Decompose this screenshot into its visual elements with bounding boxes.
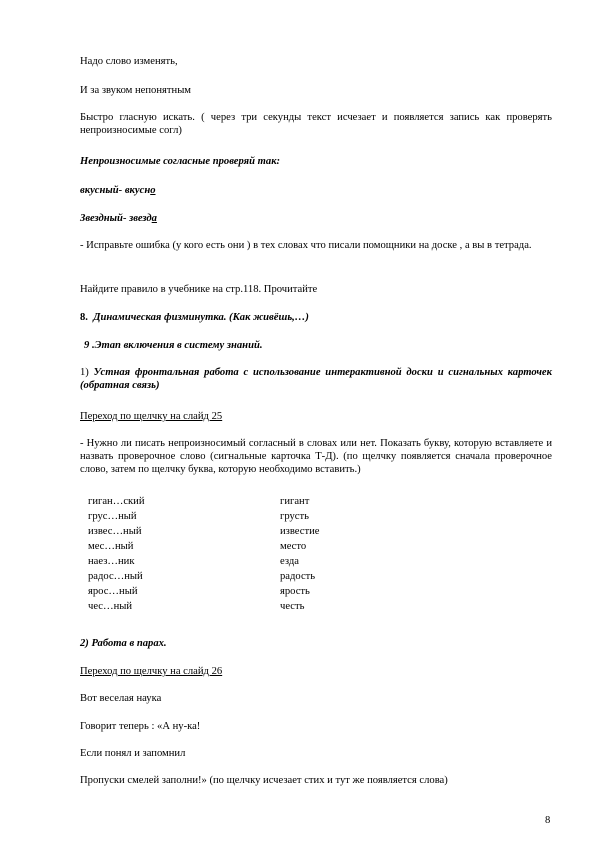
check-word-item: езда bbox=[280, 556, 299, 567]
slide-26-link: Переход по щелчку на слайд 26 bbox=[80, 666, 223, 677]
check-word-item: известие bbox=[280, 526, 320, 537]
task-1-text: Устная фронтальная работа с использование интерактивной доски и сигнальных карточек (обратная связь) bbox=[80, 367, 553, 391]
example-check-letter: о bbox=[150, 185, 156, 196]
poem2-line-1: Вот веселая наука bbox=[80, 693, 162, 704]
section-9-heading: 9 .Этап включения в систему знаний. bbox=[84, 340, 263, 351]
example-check-letter: а bbox=[151, 213, 157, 224]
word-item: грус…ный bbox=[88, 511, 137, 522]
example-word: вкусный bbox=[80, 185, 119, 196]
example-check: - вкусн bbox=[118, 185, 151, 196]
poem-line-2: И за звуком непонятным bbox=[80, 85, 192, 96]
check-word-item: грусть bbox=[280, 511, 309, 522]
task-2-heading: 2) Работа в парах. bbox=[80, 638, 167, 649]
poem2-line-3: Если понял и запомнил bbox=[80, 748, 186, 759]
poem2-line-4: Пропуски смелей заполни!» (по щелчку исчезает стих и тут же появляется слова) bbox=[80, 775, 448, 786]
word-item: ярос…ный bbox=[88, 586, 138, 597]
rule-heading: Непроизносимые согласные проверяй так: bbox=[80, 156, 281, 167]
word-item: гиган…ский bbox=[88, 496, 145, 507]
page-number: 8 bbox=[545, 815, 551, 826]
task-1-heading bbox=[80, 366, 552, 392]
poem2-line-2: Говорит теперь : «А ну-ка! bbox=[80, 721, 201, 732]
word-item: наез…ник bbox=[88, 556, 135, 567]
example-zvezdny bbox=[80, 212, 552, 225]
word-item: радос…ный bbox=[88, 571, 143, 582]
poem-line-3: Быстро гласную искать. ( через три секунды текст исчезает и появляется запись как проверять непроизносимые согл) bbox=[80, 112, 552, 136]
section-8-title: Динамическая физминутка. (Как живёшь,…) bbox=[93, 312, 309, 323]
word-item: мес…ный bbox=[88, 541, 134, 552]
task-1-instruction: - Нужно ли писать непроизносимый согласный в словах или нет. Показать букву, которую вставляете и назвать проверочное слово (сигнальные карточка Т-Д). (по щелчку появляется сначала проверочное слово, затем по щелчку буква, которую необходимо вставить.) bbox=[80, 438, 552, 475]
word-item: чес…ный bbox=[88, 601, 133, 612]
word-item: извес…ный bbox=[88, 526, 142, 537]
check-word-item: гигант bbox=[280, 496, 310, 507]
check-word-item: место bbox=[280, 541, 307, 552]
task-1-number: 1) bbox=[80, 367, 89, 378]
section-8-number: 8. bbox=[80, 312, 88, 323]
example-word: Звездный bbox=[80, 213, 123, 224]
check-word-item: ярость bbox=[280, 586, 310, 597]
find-rule-instruction: Найдите правило в учебнике на стр.118. Прочитайте bbox=[80, 284, 318, 295]
check-word-item: честь bbox=[280, 601, 305, 612]
slide-25-link: Переход по щелчку на слайд 25 bbox=[80, 411, 223, 422]
document-page bbox=[80, 0, 552, 842]
section-8-heading bbox=[80, 311, 552, 324]
example-vkusny bbox=[80, 184, 552, 197]
word-pairs-table bbox=[80, 495, 552, 615]
example-check: - звезд bbox=[122, 213, 152, 224]
fix-mistake-instruction: - Исправьте ошибка (у кого есть они ) в тех словах что писали помощники на доске , а вы в тетрада. bbox=[80, 240, 532, 251]
poem-line-1: Надо слово изменять, bbox=[80, 56, 178, 67]
check-word-item: радость bbox=[280, 571, 316, 582]
